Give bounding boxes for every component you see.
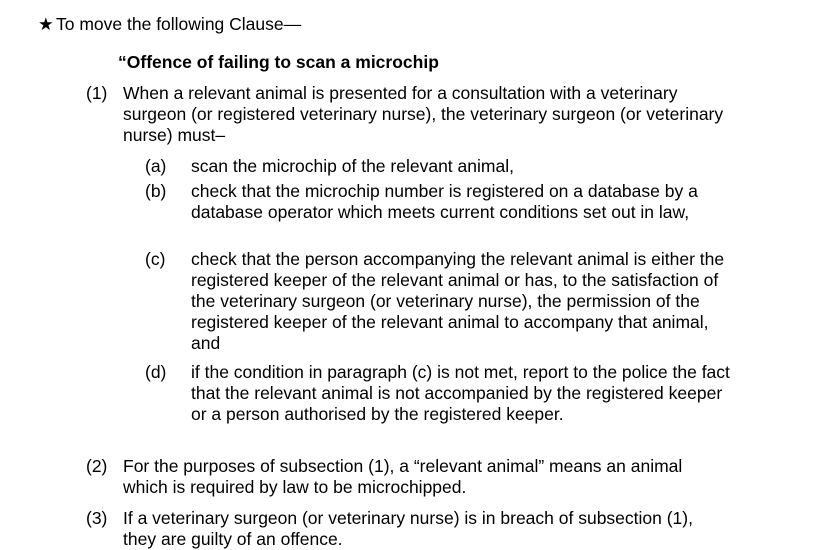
paragraph-text: if the condition in paragraph (c) is not met, report to the police the fact that the relevant animal is not accompanied by the registered keeper or a person authorised by the registered keeper. [191, 362, 730, 424]
subsection-text: If a veterinary surgeon (or veterinary nurse) is in breach of subsection (1), they are guilty of an offence. [123, 508, 693, 549]
paragraph-text: scan the microchip of the relevant animal, [191, 156, 514, 176]
paragraph-number: (a) [145, 156, 167, 176]
subsection-2 [86, 456, 726, 498]
paragraph-b [145, 181, 730, 223]
paragraph-text: check that the person accompanying the relevant animal is either the registered keeper of the relevant animal or has, to the satisfaction of the veterinary surgeon (or veterinary nurse), the permission of the registered keeper of the relevant animal to accompany that animal, and [191, 249, 725, 353]
paragraph-number: (b) [145, 181, 167, 201]
subsection-number: (3) [86, 508, 108, 528]
paragraph-number: (d) [145, 362, 167, 382]
clause-title: “Offence of failing to scan a microchip [118, 52, 439, 72]
subsection-number: (2) [86, 456, 108, 476]
paragraph-number: (c) [145, 249, 166, 269]
subsection-text: When a relevant animal is presented for a consultation with a veterinary surgeon (or registered veterinary nurse), the veterinary surgeon (or veterinary nurse) must– [123, 83, 724, 145]
paragraph-c [145, 249, 730, 354]
subsection-text: For the purposes of subsection (1), a “relevant animal” means an animal which is required by law to be microchipped. [123, 456, 683, 497]
star-icon: ★ [38, 14, 54, 34]
amendment-intro [38, 14, 301, 35]
subsection-3 [86, 508, 726, 550]
subsection-number: (1) [86, 83, 108, 103]
paragraph-a [145, 156, 730, 177]
intro-text: To move the following Clause— [56, 14, 302, 34]
paragraph-d [145, 362, 730, 425]
subsection-1 [86, 83, 726, 146]
paragraph-text: check that the microchip number is registered on a database by a database operator which meets current conditions set out in law, [191, 181, 698, 222]
